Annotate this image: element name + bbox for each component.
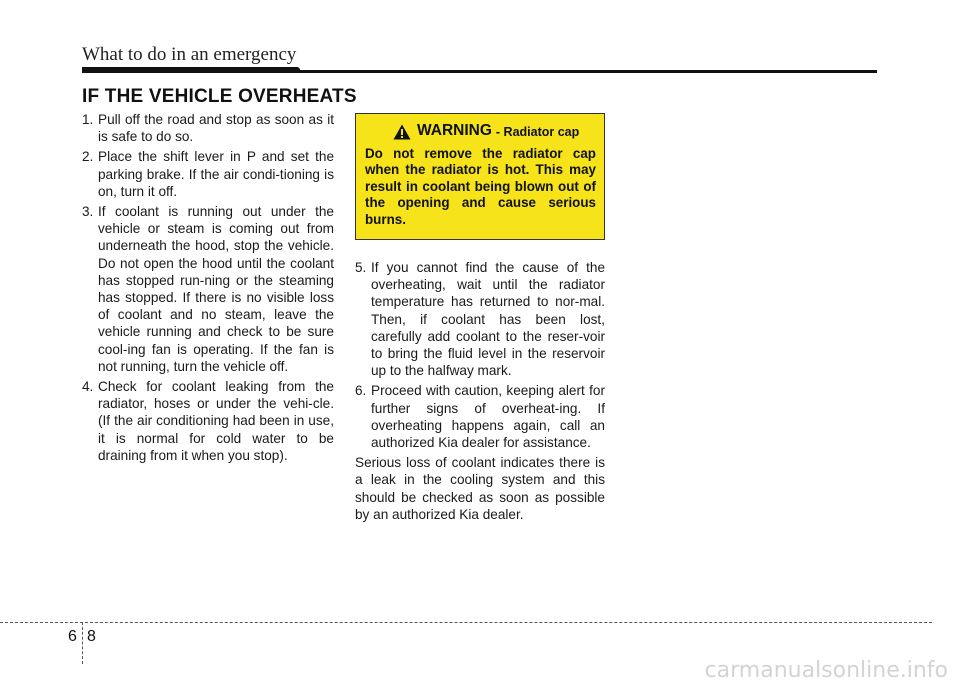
step-number: 6. xyxy=(355,383,367,399)
section-title: IF THE VEHICLE OVERHEATS xyxy=(82,86,357,107)
step-text: Pull off the road and stop as soon as it is safe to do so. xyxy=(98,112,334,145)
step-text: If coolant is running out under the vehicle or steam is coming out from underneath the hood, stop the vehicle. Do not open the hood until the coolant has stopped run-ning or the steaming has stopped. If there is no visible loss of coolant and no steam, leave the vehicle running and check to be sure cool-ing fan is operating. If the fan is not running, turn the vehicle off. xyxy=(98,204,334,374)
warning-title: WARNING xyxy=(417,122,492,139)
step-item xyxy=(82,148,334,200)
warning-body: Do not remove the radiator cap when the radiator is hot. This may result in coolant being blown out of the opening and cause serious burns. xyxy=(365,146,596,227)
step-item xyxy=(82,203,334,375)
right-column xyxy=(355,259,605,523)
page-chapter-number: 6 xyxy=(68,628,77,645)
step-text: Place the shift lever in P and set the parking brake. If the air condi-tioning is on, turn it off. xyxy=(98,149,334,199)
header-rule xyxy=(82,70,877,73)
footer-divider xyxy=(82,622,83,664)
footer-rule xyxy=(0,622,932,623)
step-item xyxy=(82,111,334,145)
warning-triangle-icon xyxy=(393,124,411,140)
steps-list-right xyxy=(355,259,605,451)
warning-subtitle: - Radiator cap xyxy=(495,125,580,139)
step-text: Proceed with caution, keeping alert for further signs of overheat-ing. If overheating happens again, call an authorized Kia dealer for assistance. xyxy=(371,383,605,451)
step-number: 4. xyxy=(82,379,94,395)
step-number: 5. xyxy=(355,260,367,275)
chapter-header: What to do in an emergency xyxy=(82,44,297,65)
step-item xyxy=(82,378,334,464)
step-text: Check for coolant leaking from the radiator, hoses or under the vehi-cle. (If the air conditioning had been in use, it is normal for cold water to be draining from it when you stop). xyxy=(98,379,334,463)
watermark: carmanualsonline.info xyxy=(704,658,948,683)
warning-header xyxy=(393,122,596,140)
step-number: 1. xyxy=(82,112,94,127)
step-number: 3. xyxy=(82,204,94,220)
step-item xyxy=(355,382,605,451)
warning-box xyxy=(355,113,605,240)
step-item xyxy=(355,259,605,379)
step-number: 2. xyxy=(82,149,94,165)
left-column xyxy=(82,111,334,467)
steps-list-left xyxy=(82,111,334,464)
closing-paragraph: Serious loss of coolant indicates there is a leak in the cooling system and this should be checked as soon as possible by an authorized Kia dealer. xyxy=(355,455,605,522)
page-number: 8 xyxy=(87,628,96,645)
step-text: If you cannot find the cause of the overheating, wait until the radiator temperature has returned to nor-mal. Then, if coolant has been lost, carefully add coolant to the reser-voir to bring the fluid level in the reservoir up to the halfway mark. xyxy=(371,260,605,379)
